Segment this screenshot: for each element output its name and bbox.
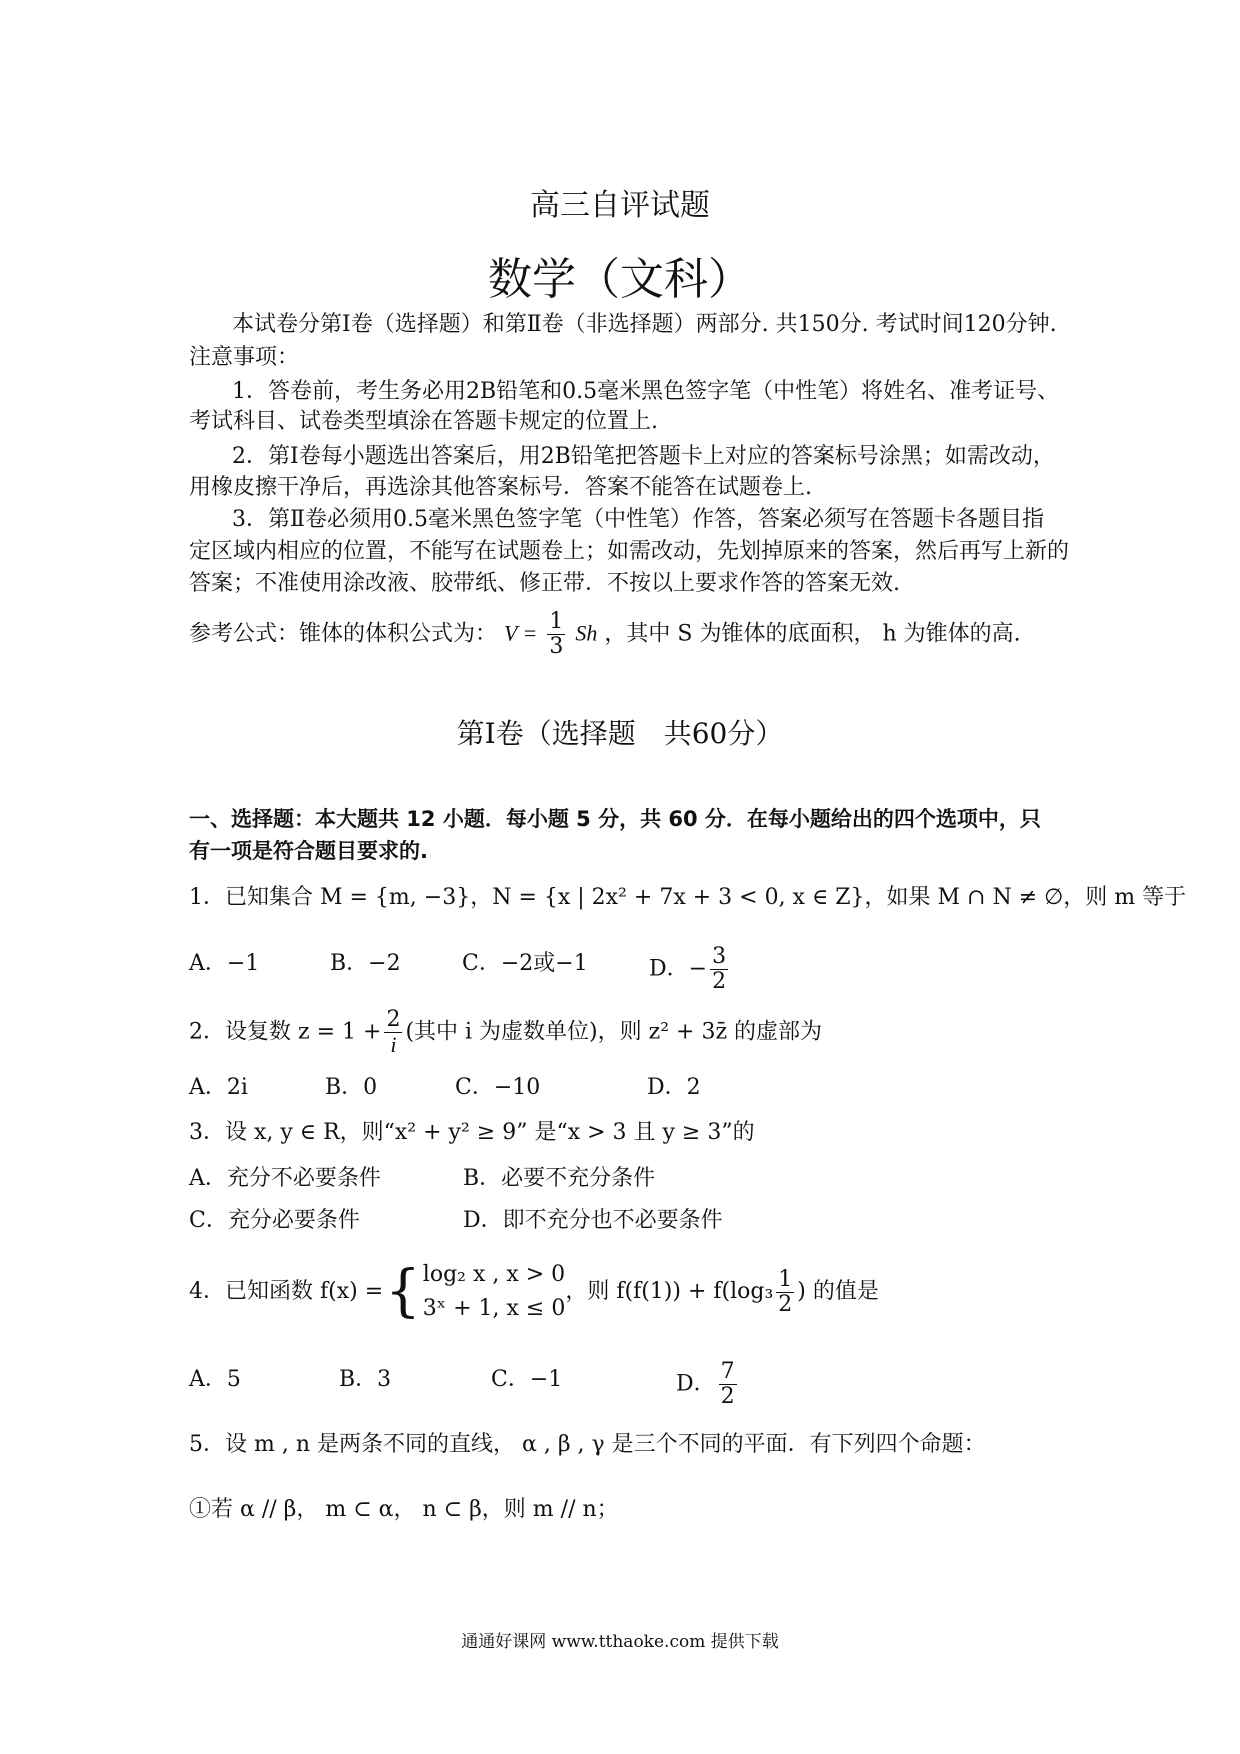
fraction-numerator: 7	[720, 1359, 735, 1384]
page-title: 数学（文科）	[488, 254, 752, 305]
fraction-denominator: i	[390, 1032, 397, 1057]
stem-part: (其中 i 为虚数单位)，则 z² + 3z̄ 的虚部为	[405, 1019, 823, 1045]
question-4-option-c: C．−1	[491, 1367, 563, 1392]
question-4-option-a: A．5	[189, 1367, 241, 1392]
question-2-option-d: D．2	[647, 1075, 701, 1100]
fraction-numerator: 1	[549, 609, 564, 634]
question-4-option-b: B．3	[339, 1367, 392, 1392]
question-2-option-c: C．−10	[455, 1075, 541, 1100]
question-1-option-b: B．−2	[330, 951, 401, 976]
stem-part: 4．已知函数 f(x) =	[189, 1279, 384, 1304]
fraction-denominator: 2	[712, 969, 727, 994]
intro-text: 本试卷分第Ⅰ卷（选择题）和第Ⅱ卷（非选择题）两部分. 共150分. 考试时间120分钟.	[232, 312, 1057, 337]
fraction-numerator: 2	[386, 1007, 401, 1032]
stem-part: ) 的值是	[797, 1279, 879, 1304]
option-d-label: D．	[676, 1371, 716, 1397]
question-3-option-c: C．充分必要条件	[189, 1208, 360, 1233]
note-3-line-3: 答案；不准使用涂改液、胶带纸、修正带．不按以上要求作答的答案无效.	[189, 571, 900, 596]
question-4-stem	[189, 1258, 879, 1326]
fraction-one-half	[776, 1268, 794, 1317]
fraction-numerator: 1	[778, 1266, 793, 1292]
exam-subtitle: 高三自评试题	[530, 188, 710, 223]
note-2-line-2: 用橡皮擦干净后，再选涂其他答案标号．答案不能答在试题卷上.	[189, 475, 812, 500]
fraction-three-halves	[710, 945, 728, 994]
part-heading-line-1: 一、选择题：本大题共 12 小题．每小题 5 分，共 60 分．在每小题给出的四个选项中，只	[189, 807, 1041, 831]
option-d-label: D．−	[649, 956, 708, 982]
question-4-option-d	[676, 1360, 740, 1409]
footer-watermark: 通通好课网 www.tthaoke.com 提供下载	[461, 1632, 779, 1652]
case-1: log₂ x , x > 0	[422, 1262, 566, 1287]
question-1-option-c: C．−2或−1	[462, 951, 588, 976]
question-1-option-a: A．−1	[189, 951, 260, 976]
formula-lhs: V =	[504, 620, 538, 646]
question-2-option-b: B．0	[325, 1075, 378, 1100]
brace-icon: {	[385, 1259, 421, 1324]
note-1-line-1: 1．答卷前，考生务必用2B铅笔和0.5毫米黑色签字笔（中性笔）将姓名、准考证号、	[232, 379, 1060, 404]
piecewise-cases	[423, 1258, 566, 1326]
note-3-line-2: 定区域内相应的位置，不能写在试题卷上；如需改动，先划掉原来的答案，然后再写上新的	[189, 539, 1070, 564]
fraction-denominator: 2	[778, 1291, 793, 1317]
fraction-numerator: 3	[712, 944, 727, 969]
fraction-two-over-i	[384, 1008, 402, 1057]
notes-label: 注意事项：	[189, 345, 300, 370]
question-3-stem: 3．设 x, y ∈ R，则“x² + y² ≥ 9” 是“x > 3 且 y ≥ 3”的	[189, 1120, 755, 1145]
stem-part: 2．设复数 z = 1 +	[189, 1019, 382, 1045]
question-3-option-d: D．即不充分也不必要条件	[463, 1208, 723, 1233]
fraction-denominator: 3	[549, 634, 564, 659]
formula-rhs: Sh	[575, 620, 598, 646]
question-2-stem	[189, 1008, 822, 1057]
note-2-line-1: 2．第Ⅰ卷每小题选出答案后，用2B铅笔把答题卡上对应的答案标号涂黑；如需改动，	[232, 444, 1055, 469]
formula-suffix: ，其中 S 为锥体的底面积， h 为锥体的高.	[604, 621, 1021, 647]
question-3-option-a: A．充分不必要条件	[189, 1166, 381, 1191]
question-1-stem: 1．已知集合 M = {m, −3}，N = {x | 2x² + 7x + 3 < 0, x ∈ Z}，如果 M ∩ N ≠ ∅，则 m 等于	[189, 885, 1187, 910]
question-5-proposition-1: ①若 α // β， m ⊂ α， n ⊂ β，则 m // n；	[189, 1497, 619, 1522]
case-2: 3ˣ + 1, x ≤ 0	[422, 1296, 566, 1321]
fraction-seven-halves	[719, 1360, 737, 1409]
question-1-option-d	[649, 945, 731, 994]
note-3-line-1: 3．第Ⅱ卷必须用0.5毫米黑色签字笔（中性笔）作答，答案必须写在答题卡各题目指	[232, 507, 1044, 532]
fraction-one-third	[547, 610, 565, 659]
part-heading-line-2: 有一项是符合题目要求的.	[189, 839, 428, 863]
section-heading: 第Ⅰ卷（选择题 共60分）	[456, 717, 784, 750]
formula-prefix: 参考公式：锥体的体积公式为：	[189, 621, 498, 647]
note-1-line-2: 考试科目、试卷类型填涂在答题卡规定的位置上.	[189, 409, 658, 434]
question-5-stem: 5．设 m , n 是两条不同的直线， α , β , γ 是三个不同的平面．有下列四个命题：	[189, 1432, 986, 1457]
question-2-option-a: A．2i	[189, 1075, 248, 1100]
fraction-denominator: 2	[720, 1384, 735, 1409]
stem-part: ，则 f(f(1)) + f(log₃	[565, 1279, 774, 1304]
reference-formula	[189, 610, 1021, 659]
question-3-option-b: B．必要不充分条件	[463, 1166, 656, 1191]
